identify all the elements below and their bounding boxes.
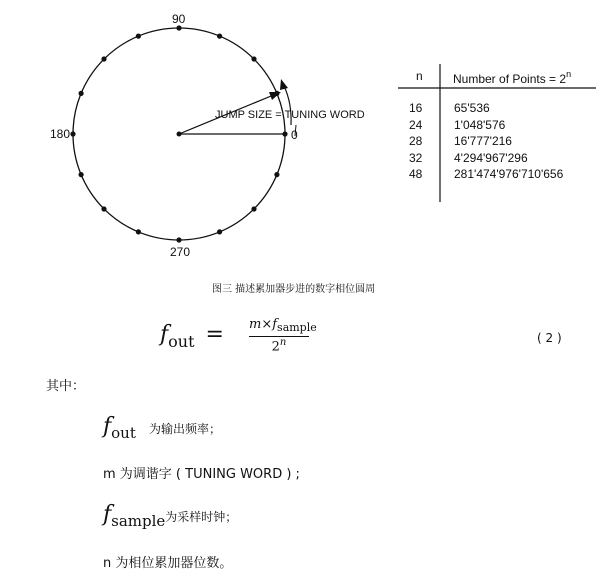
table-header-points [453, 69, 571, 86]
equation-number: ( 2 ) [537, 331, 562, 345]
angle-label-0: 0 [291, 128, 298, 142]
table-cell-n: 28 [409, 134, 423, 148]
angle-label-90: 90 [172, 12, 186, 26]
phase-point [79, 172, 84, 177]
phase-point [70, 131, 75, 136]
figure-caption: 图三 描述累加器步进的数字相位圆周 [212, 284, 376, 295]
phase-point [176, 237, 181, 242]
table-points-column [454, 100, 563, 183]
table-cell-points: 4'294'967'296 [454, 150, 528, 165]
table-cell-points: 1'048'576 [454, 117, 506, 132]
table-cell-n: 16 [409, 101, 423, 115]
table-cell-n: 32 [409, 150, 423, 165]
phase-point [217, 34, 222, 39]
table-cell-points: 65'536 [454, 101, 490, 115]
definition-m: m 为调谐字 ( TUNING WORD ) ; [103, 467, 300, 482]
phase-point [282, 131, 287, 136]
def-f-symbol: f [103, 414, 112, 439]
angle-label-270: 270 [170, 245, 191, 259]
jump-size-label: JUMP SIZE = TUNING WORD [215, 109, 365, 121]
eq-numerator [249, 317, 317, 334]
definition-n: n 为相位累加器位数。 [103, 556, 233, 571]
phase-point [251, 56, 256, 61]
phase-point [101, 56, 106, 61]
table-n-column [409, 100, 422, 183]
phase-point [79, 91, 84, 96]
table-cell-points: 16'777'216 [454, 134, 512, 148]
rotation-arrowhead [280, 79, 288, 90]
def-out-subscript: out [111, 424, 136, 442]
angle-label-180: 180 [50, 127, 71, 141]
eq-den-base: 2 [271, 339, 280, 355]
phase-point [217, 229, 222, 234]
phase-point [101, 206, 106, 211]
eq-denominator [249, 337, 309, 354]
phase-point [136, 229, 141, 234]
def-fout-text: 为输出频率； [148, 422, 221, 436]
phase-point [274, 172, 279, 177]
def-fs-symbol: f [103, 502, 112, 527]
table-cell-points: 281'474'976'710'656 [454, 167, 564, 181]
table-cell-n: 24 [409, 117, 423, 132]
phase-point [251, 206, 256, 211]
equation-lhs [160, 322, 224, 351]
eq-f-sample: f [272, 317, 278, 332]
definition-fsample [103, 502, 237, 530]
table-header-n: n [416, 69, 423, 83]
table-header-points-text: Number of Points = 2 [453, 72, 567, 86]
definition-fout [103, 414, 221, 442]
equation-fraction [249, 317, 317, 355]
phase-point [136, 34, 141, 39]
center-point [177, 132, 182, 137]
where-label: 其中： [46, 379, 86, 394]
table-cell-n: 48 [409, 167, 423, 181]
eq-m-times: m× [249, 317, 273, 332]
def-fsample-text: 为采样时钟； [165, 510, 238, 524]
eq-den-exponent: n [279, 337, 287, 348]
eq-equals: = [205, 322, 224, 347]
def-sample-subscript: sample [111, 512, 166, 530]
eq-f-symbol: f [160, 322, 169, 347]
eq-out-subscript: out [168, 332, 195, 351]
eq-sample-subscript: sample [277, 321, 317, 334]
table-header-points-exponent: n [566, 69, 572, 79]
